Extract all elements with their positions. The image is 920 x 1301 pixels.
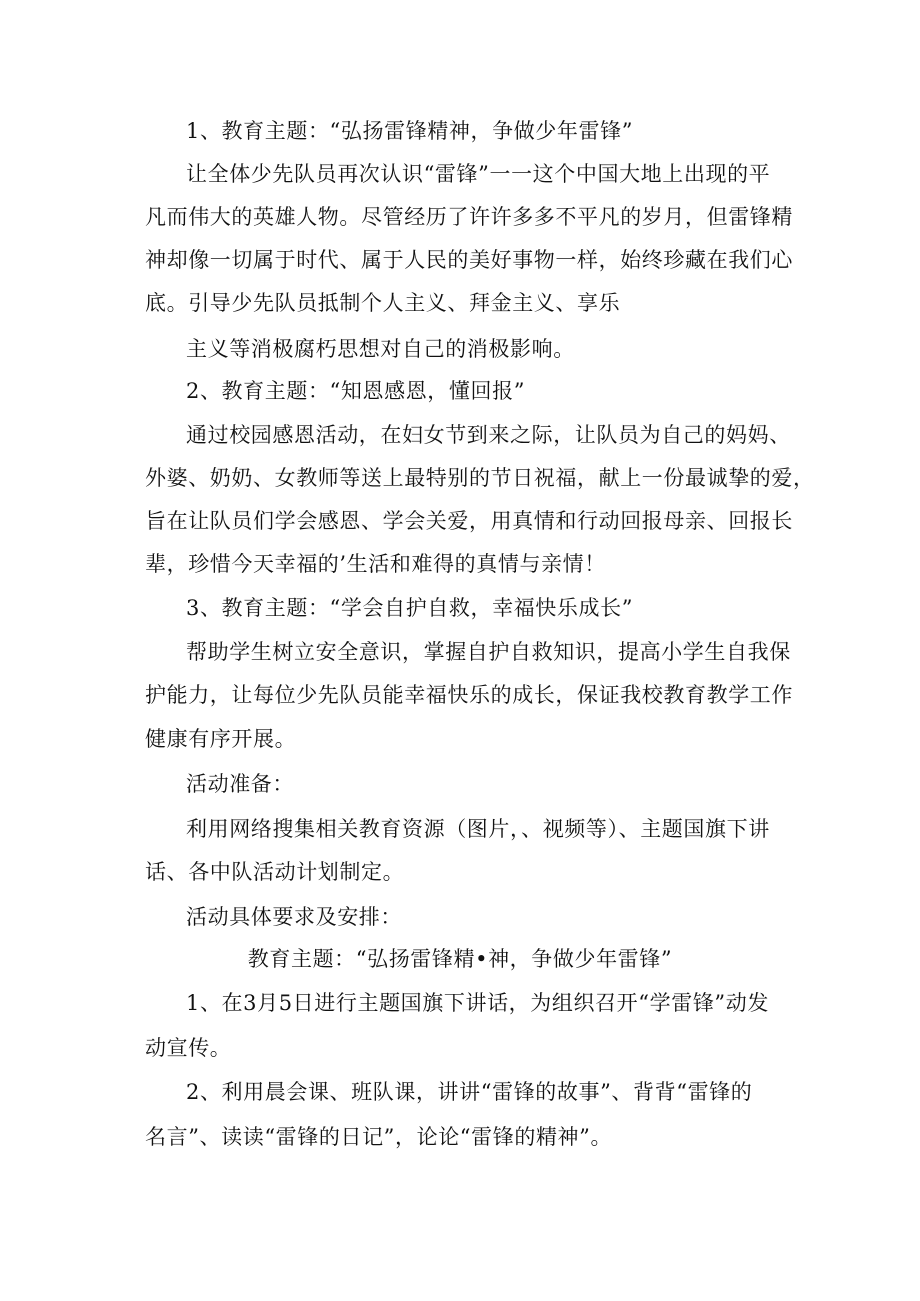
paragraph-line: 名言”、读读“雷锋的日记”，论论“雷锋的精神”。: [145, 1125, 613, 1149]
paragraph-line: 健康有序开展。: [145, 727, 297, 751]
paragraph-line: 主义等消极腐朽思想对自己的消极影响。: [186, 337, 575, 361]
paragraph-line: 辈，珍惜今天幸福的’生活和难得的真情与亲情！: [145, 552, 606, 576]
paragraph-line: 话、各中队活动计划制定。: [145, 860, 405, 884]
paragraph-line: 利用网络搜集相关教育资源（图片，、视频等）、主题国旗下讲: [186, 817, 770, 841]
heading-theme-2: 2、教育主题：“知恩感恩，懂回报”: [186, 379, 526, 403]
list-item-2: 2、利用晨会课、班队课，讲讲“雷锋的故事”、背背“雷锋的: [186, 1080, 753, 1104]
paragraph-line: 凡而伟大的英雄人物。尽管经历了许许多多不平凡的岁月，但雷锋精: [145, 205, 793, 229]
centered-theme-heading: 教育主题：“弘扬雷锋精•神，争做少年雷锋”: [247, 947, 673, 971]
paragraph-line: 护能力，让每位少先队员能幸福快乐的成长，保证我校教育教学工作: [145, 683, 793, 707]
paragraph-line: 旨在让队员们学会感恩、学会关爱，用真情和行动回报母亲、回报长: [145, 509, 793, 533]
heading-activity-requirements: 活动具体要求及安排：: [186, 905, 402, 929]
list-item-1: 1、在3月5日进行主题国旗下讲话，为组织召开“学雷锋”动发: [186, 991, 769, 1015]
paragraph-line: 让全体少先队员再次认识“雷锋”一一这个中国大地上出现的平: [186, 162, 771, 186]
paragraph-line: 动宣传。: [145, 1036, 232, 1060]
heading-theme-1: 1、教育主题：“弘扬雷锋精神，争做少年雷锋”: [186, 119, 634, 143]
paragraph-line: 帮助学生树立安全意识，掌握自护自救知识，提高小学生自我保: [186, 640, 791, 664]
heading-activity-preparation: 活动准备：: [186, 772, 294, 796]
heading-theme-3: 3、教育主题：“学会自护自救，幸福快乐成长”: [186, 596, 634, 620]
paragraph-line: 神却像一切属于时代、属于人民的美好事物一样，始终珍藏在我们心: [145, 248, 793, 272]
paragraph-line: 底。引导少先队员抵制个人主义、拜金主义、享乐: [145, 291, 621, 315]
paragraph-line: 通过校园感恩活动，在妇女节到来之际，让队员为自己的妈妈、: [186, 423, 791, 447]
paragraph-line: 外婆、奶奶、女教师等送上最特别的节日祝福，献上一份最诚挚的爱，: [145, 466, 815, 490]
